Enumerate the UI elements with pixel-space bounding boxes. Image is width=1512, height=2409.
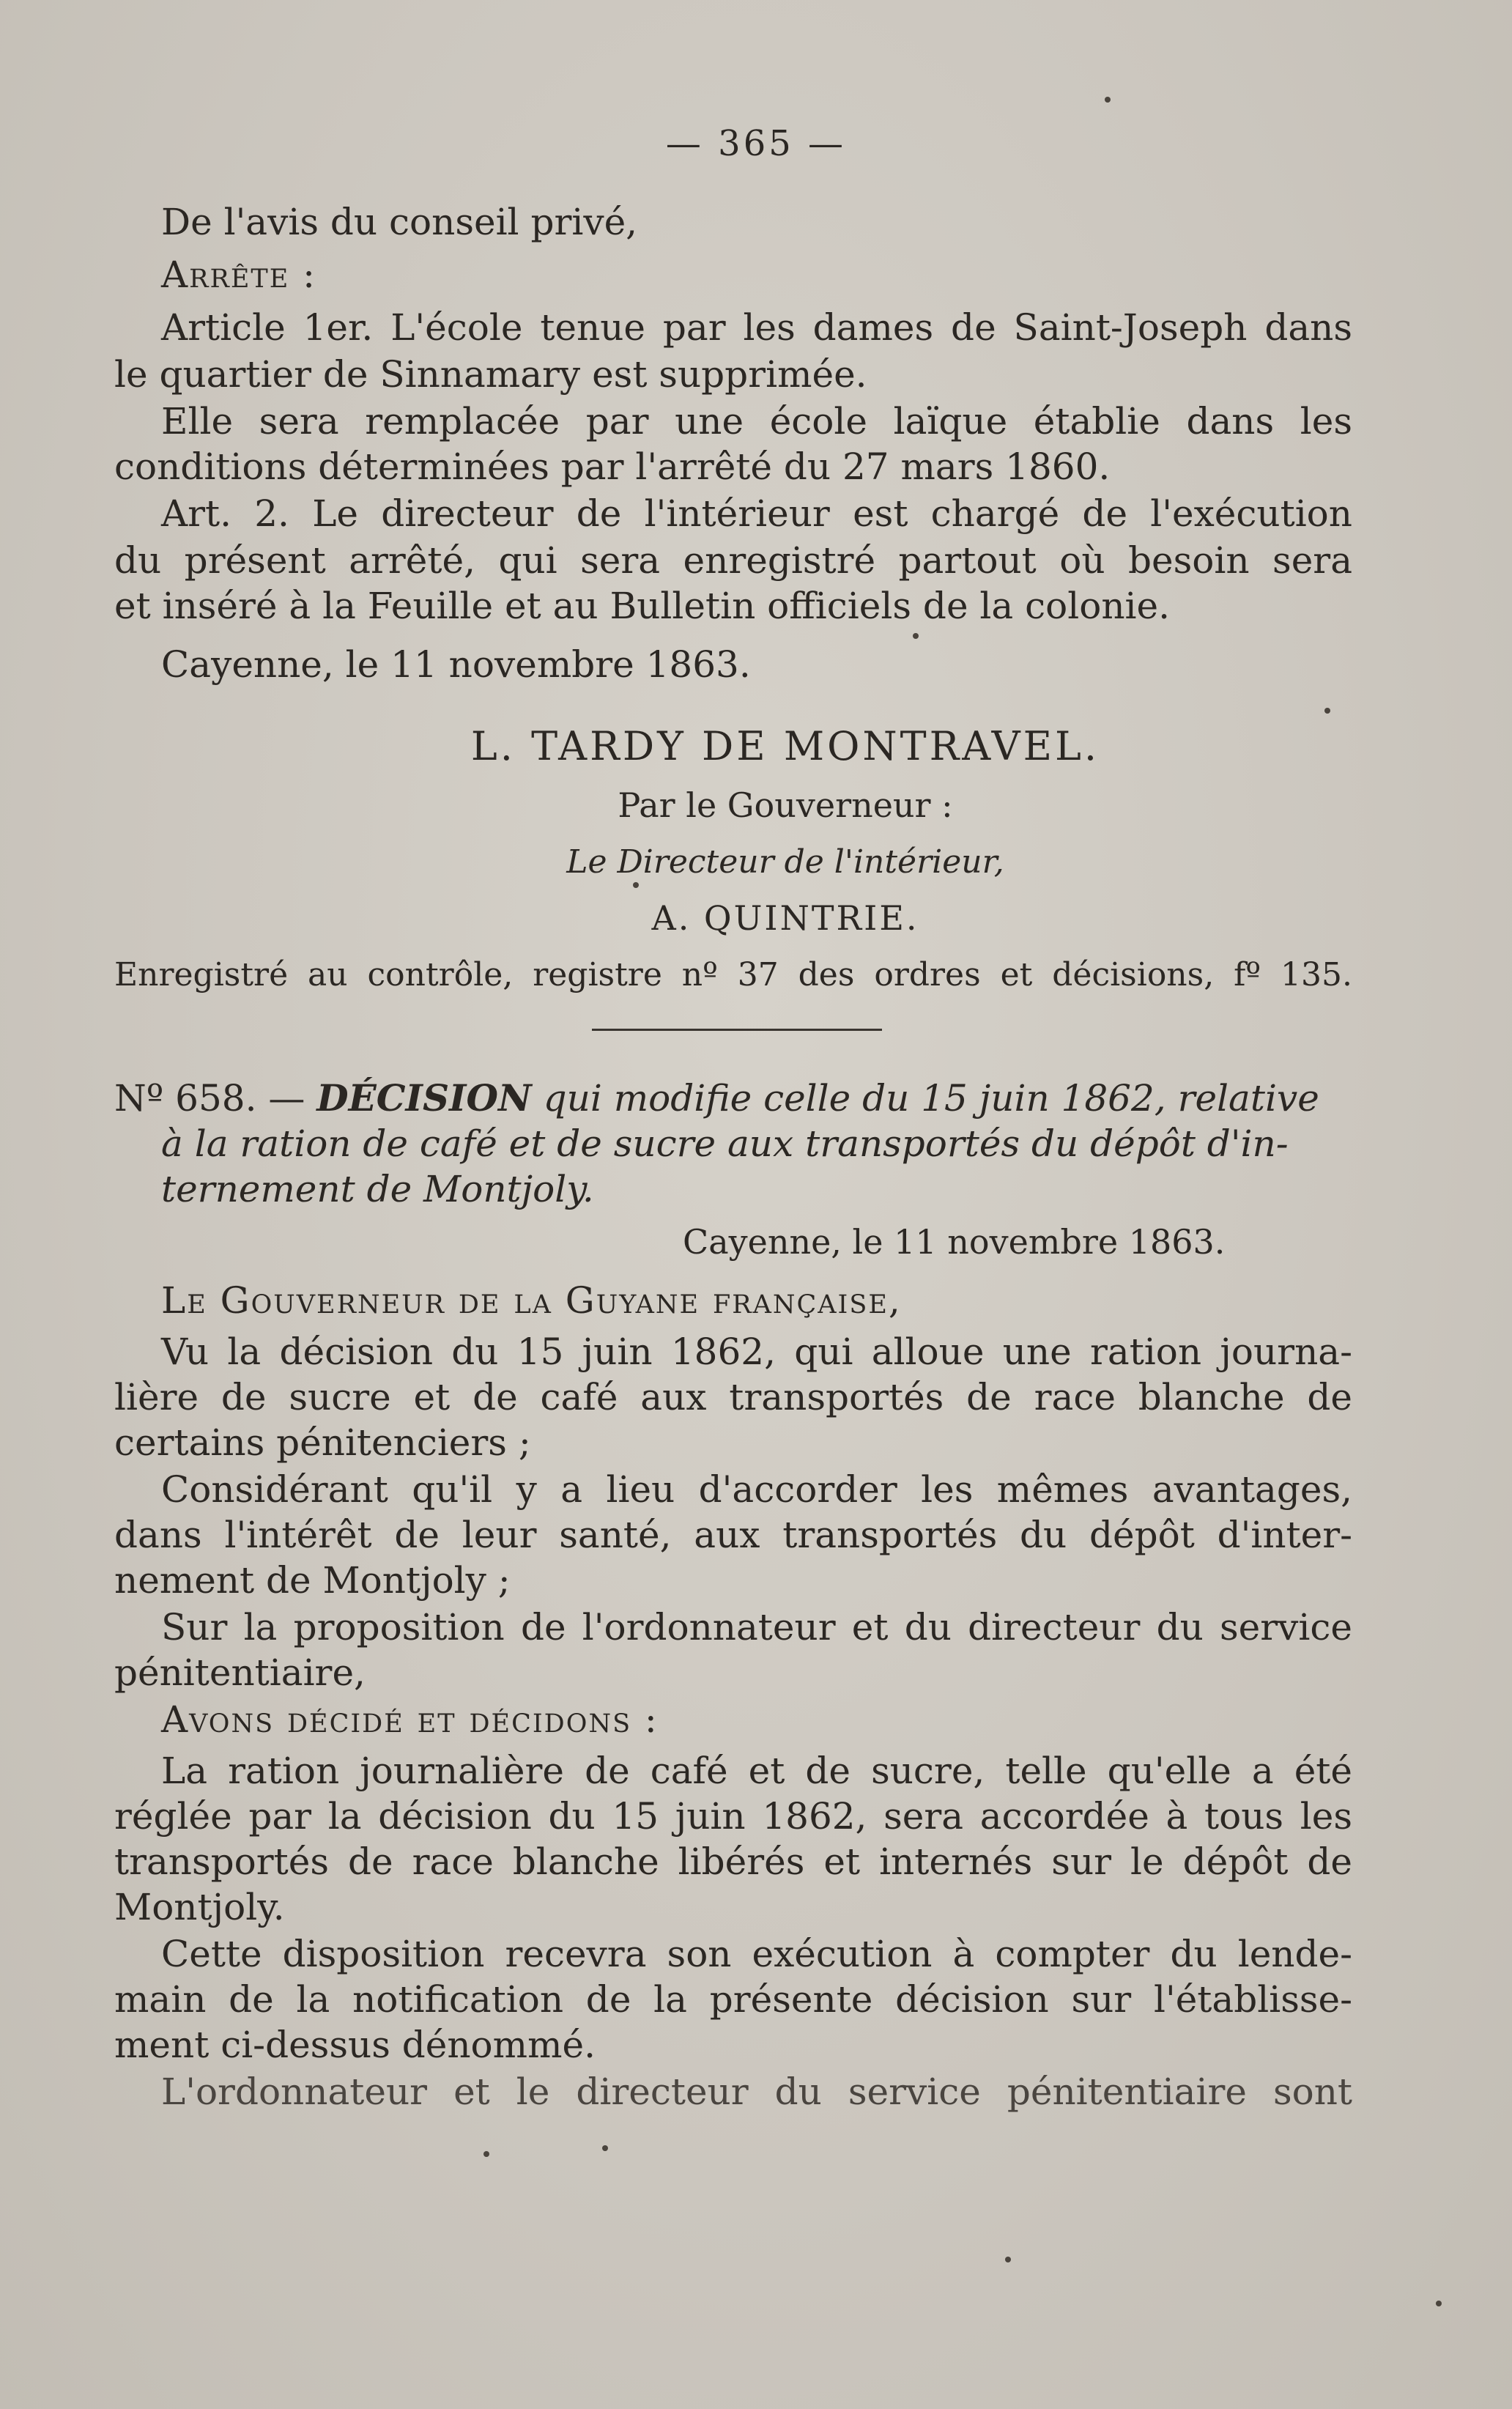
- paper-speck: [1005, 2257, 1011, 2262]
- paper-speck: [633, 882, 639, 888]
- proposition-line-2: pénitentiaire,: [114, 1651, 366, 1694]
- enregistre-note: Enregistré au contrôle, registre nº 37 des ordres et décisions, fº 135.: [114, 956, 1352, 993]
- article-1-line-4: conditions déterminées par l'arrêté du 27 mars 1860.: [114, 445, 1111, 488]
- ordonnateur-line-1: L'ordonnateur et le directeur du service pénitentiaire sont: [161, 2071, 1352, 2113]
- paper-speck: [1324, 708, 1330, 714]
- vu-line-1: Vu la décision du 15 juin 1862, qui alloue une ration journa-: [161, 1331, 1352, 1373]
- disposition-line-1: Cette disposition recevra son exécution à compter du lende-: [161, 1933, 1352, 1975]
- arrete-date: Cayenne, le 11 novembre 1863.: [161, 643, 751, 686]
- decision-number: Nº 658. —: [114, 1077, 305, 1120]
- paper-speck: [1105, 97, 1111, 103]
- paper-speck: [913, 633, 919, 639]
- ration-line-3: transportés de race blanche libérés et internés sur le dépôt de: [114, 1840, 1352, 1883]
- ration-line-4: Montjoly.: [114, 1886, 285, 1928]
- decision-gouverneur: Le Gouverneur de la Guyane française,: [161, 1279, 902, 1322]
- ration-line-2: réglée par la décision du 15 juin 1862, sera accordée à tous les: [114, 1795, 1352, 1838]
- paper-speck: [483, 2151, 489, 2157]
- vu-line-2: lière de sucre et de café aux transportés de race blanche de: [114, 1376, 1352, 1418]
- section-separator: [592, 1029, 882, 1031]
- paper-speck: [602, 2145, 608, 2151]
- considerant-line-3: nement de Montjoly ;: [114, 1559, 511, 1602]
- directeur-title: Le Directeur de l'intérieur,: [566, 843, 1004, 881]
- proposition-line-1: Sur la proposition de l'ordonnateur et du directeur du service: [161, 1606, 1352, 1648]
- arrete-heading: Arrête :: [161, 254, 316, 296]
- considerant-line-1: Considérant qu'il y a lieu d'accorder les mêmes avantages,: [161, 1468, 1352, 1511]
- article-2-line-2: du présent arrêté, qui sera enregistré partout où besoin sera: [114, 539, 1352, 582]
- page-number: — 365 —: [665, 123, 847, 164]
- disposition-line-2: main de la notification de la présente décision sur l'établisse-: [114, 1978, 1352, 2021]
- directeur-name: A. QUINTRIE.: [651, 898, 919, 938]
- considerant-line-2: dans l'intérêt de leur santé, aux transportés du dépôt d'inter-: [114, 1514, 1352, 1556]
- decision-word: DÉCISION: [316, 1076, 532, 1120]
- article-1-line-3: Elle sera remplacée par une école laïque établie dans les: [161, 400, 1352, 443]
- ration-line-1: La ration journalière de café et de sucre, telle qu'elle a été: [161, 1750, 1352, 1792]
- signatory-name: L. TARDY DE MONTRAVEL.: [470, 723, 1100, 769]
- article-2-line-3: et inséré à la Feuille et au Bulletin officiels de la colonie.: [114, 585, 1170, 627]
- article-2-line-1: Art. 2. Le directeur de l'intérieur est chargé de l'exécution: [161, 492, 1352, 535]
- paper-speck: [1436, 2301, 1442, 2306]
- par-le-gouverneur: Par le Gouverneur :: [618, 785, 953, 825]
- article-1-line-2: le quartier de Sinnamary est supprimée.: [114, 353, 867, 396]
- avons-decide: Avons décidé et décidons :: [161, 1698, 659, 1741]
- article-1-line-1: Article 1er. L'école tenue par les dames de Saint-Joseph dans: [161, 306, 1352, 349]
- decision-title-line-1: [114, 1076, 1352, 1121]
- arrete-intro: De l'avis du conseil privé,: [161, 201, 638, 243]
- decision-title-line-2: à la ration de café et de sucre aux transportés du dépôt d'in-: [161, 1122, 1289, 1165]
- decision-date: Cayenne, le 11 novembre 1863.: [683, 1222, 1226, 1262]
- disposition-line-3: ment ci-dessus dénommé.: [114, 2024, 596, 2066]
- vu-line-3: certains pénitenciers ;: [114, 1421, 531, 1464]
- decision-title-rest: qui modifie celle du 15 juin 1862, relative: [543, 1077, 1319, 1120]
- decision-title-line-3: ternement de Montjoly.: [161, 1168, 594, 1210]
